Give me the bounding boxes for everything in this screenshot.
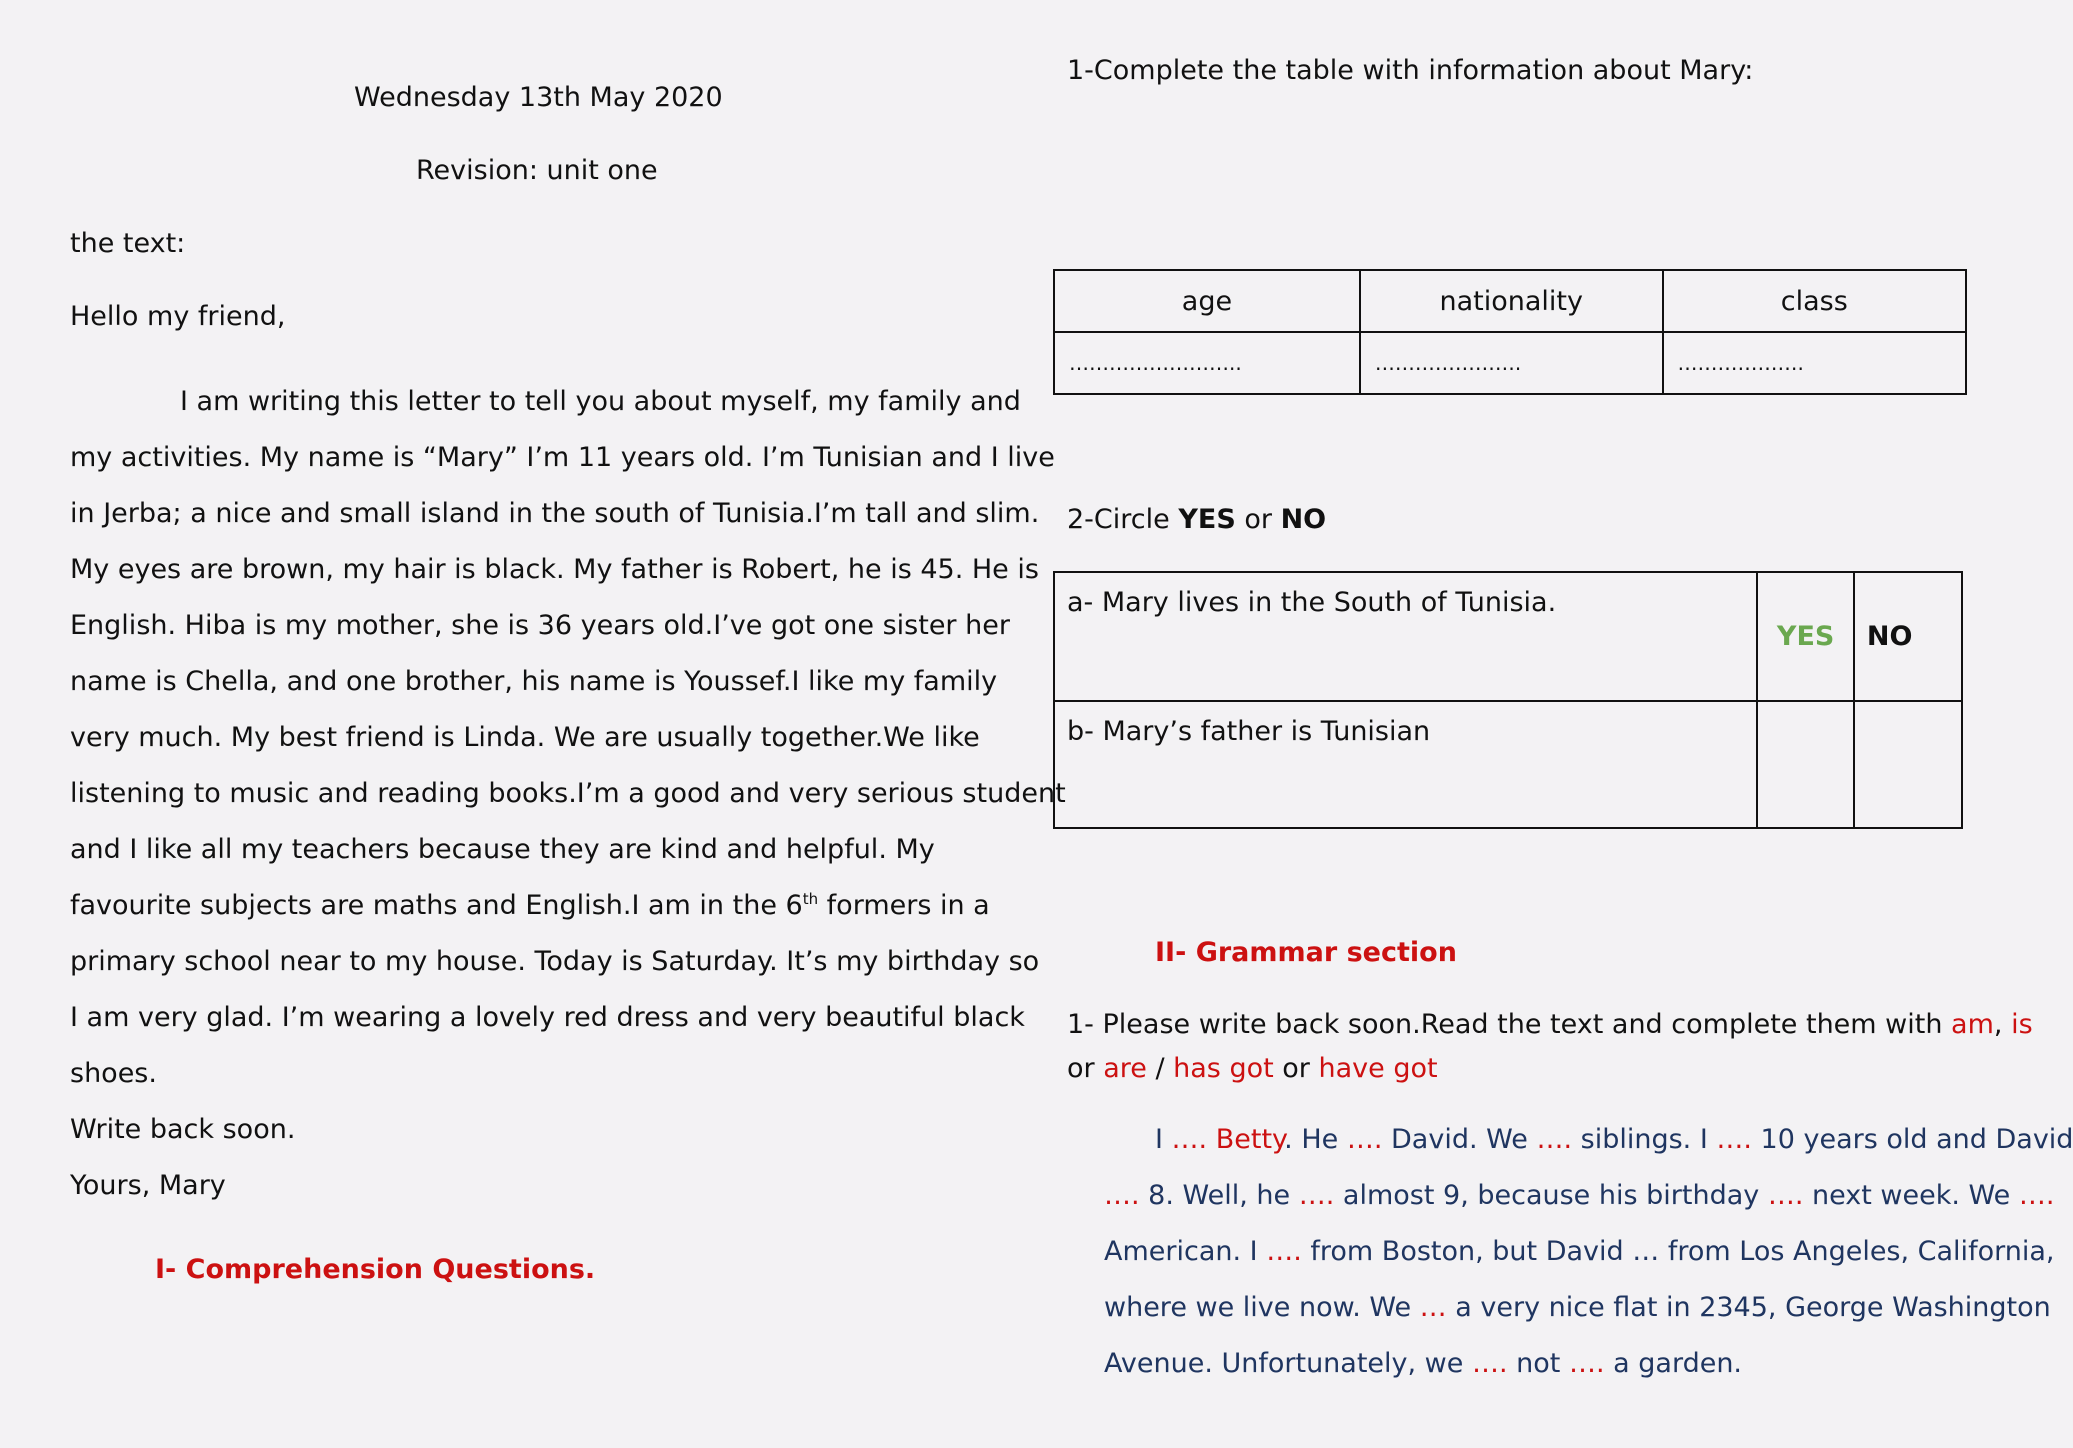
blank[interactable]: …. bbox=[1346, 1124, 1383, 1155]
exercise-text: David. We bbox=[1382, 1124, 1537, 1155]
statement-a: a- Mary lives in the South of Tunisia. bbox=[1054, 572, 1757, 701]
exercise-text: 10 years old and David bbox=[1751, 1124, 2073, 1155]
nationality-blank[interactable]: …………………. bbox=[1360, 332, 1663, 394]
exercise-text: next week. We bbox=[1803, 1180, 2019, 1211]
exercise-text: from Los Angeles, California, bbox=[1659, 1236, 2055, 1267]
exercise-line-3 bbox=[1104, 1236, 2054, 1267]
exercise-text: 8. Well, he bbox=[1139, 1180, 1299, 1211]
or-word: or bbox=[1273, 1053, 1319, 1084]
blank[interactable]: …. bbox=[1767, 1180, 1804, 1211]
header-nationality: nationality bbox=[1360, 270, 1663, 332]
blank[interactable]: …. bbox=[2018, 1180, 2055, 1211]
letter-line: shoes. bbox=[70, 1058, 157, 1089]
q2-instruction-text: 2-Circle bbox=[1067, 504, 1179, 535]
option-is: is bbox=[2011, 1009, 2033, 1040]
exercise-text: American. I bbox=[1104, 1236, 1267, 1267]
no-option-a[interactable]: NO bbox=[1854, 572, 1962, 701]
letter-line: I am writing this letter to tell you about myself, my family and bbox=[180, 386, 1021, 417]
exercise-text: Avenue. Unfortunately, we bbox=[1104, 1348, 1472, 1379]
comma: , bbox=[1993, 1009, 2012, 1040]
blank[interactable]: …. bbox=[1298, 1180, 1335, 1211]
no-option-b[interactable] bbox=[1854, 701, 1962, 828]
q2-instruction bbox=[1067, 504, 1326, 535]
letter-line: name is Chella, and one brother, his name is Youssef.I like my family bbox=[70, 666, 998, 697]
exercise-text: . He bbox=[1284, 1124, 1347, 1155]
letter-signature: Yours, Mary bbox=[70, 1170, 226, 1201]
grammar-instruction-line1 bbox=[1067, 1009, 2033, 1040]
comprehension-heading: I- Comprehension Questions. bbox=[155, 1254, 596, 1285]
option-am: am bbox=[1951, 1009, 1994, 1040]
exercise-line-1 bbox=[1155, 1124, 2073, 1155]
exercise-line-4 bbox=[1104, 1292, 2051, 1323]
q1-instruction: 1-Complete the table with information about Mary: bbox=[1067, 55, 1754, 86]
letter-line: I am very glad. I’m wearing a lovely red dress and very beautiful black bbox=[70, 1002, 1025, 1033]
grammar-instruction-text: 1- Please write back soon.Read the text and complete them with bbox=[1067, 1009, 1952, 1040]
blank[interactable]: … bbox=[1419, 1292, 1447, 1323]
age-blank[interactable]: …………………….. bbox=[1054, 332, 1360, 394]
blank[interactable]: …. bbox=[1104, 1180, 1140, 1211]
blank[interactable]: …. bbox=[1568, 1348, 1605, 1379]
blank[interactable]: …. bbox=[1716, 1124, 1752, 1155]
letter-closing: Write back soon. bbox=[70, 1114, 296, 1145]
letter-line: primary school near to my house. Today is Saturday. It’s my birthday so bbox=[70, 946, 1040, 977]
letter-line bbox=[70, 890, 990, 921]
class-blank[interactable]: ………………. bbox=[1663, 332, 1966, 394]
exercise-text: where we live now. We bbox=[1104, 1292, 1420, 1323]
exercise-text: not bbox=[1507, 1348, 1569, 1379]
text-label: the text: bbox=[70, 228, 186, 259]
blank[interactable]: … bbox=[1632, 1236, 1660, 1267]
statement-b: b- Mary’s father is Tunisian bbox=[1054, 701, 1757, 828]
exercise-text: from Boston, but David bbox=[1301, 1236, 1633, 1267]
exercise-text: a garden. bbox=[1604, 1348, 1743, 1379]
or-word: or bbox=[1067, 1053, 1104, 1084]
yes-option-a[interactable]: YES bbox=[1757, 572, 1854, 701]
grammar-heading: II- Grammar section bbox=[1155, 937, 1457, 968]
yes-no-table bbox=[1053, 571, 1963, 829]
option-has-got: has got bbox=[1173, 1053, 1274, 1084]
exercise-text: almost 9, because his birthday bbox=[1334, 1180, 1768, 1211]
letter-line: very much. My best friend is Linda. We are usually together.We like bbox=[70, 722, 980, 753]
q2-no-word: NO bbox=[1280, 504, 1327, 535]
q2-or-word: or bbox=[1235, 504, 1281, 535]
letter-line: in Jerba; a nice and small island in the south of Tunisia.I’m tall and slim. bbox=[70, 498, 1040, 529]
q2-yes-word: YES bbox=[1178, 504, 1236, 535]
option-have-got: have got bbox=[1318, 1053, 1438, 1084]
mary-info-table bbox=[1053, 269, 1967, 395]
letter-greeting: Hello my friend, bbox=[70, 301, 286, 332]
blank[interactable]: …. bbox=[1266, 1236, 1302, 1267]
ordinal-superscript: th bbox=[802, 890, 819, 908]
exercise-line-5 bbox=[1104, 1348, 1742, 1379]
letter-line-text: favourite subjects are maths and English.I am in the 6 bbox=[70, 890, 803, 921]
letter-line-text: formers in a bbox=[818, 890, 990, 921]
yes-option-b[interactable] bbox=[1757, 701, 1854, 828]
blank[interactable]: …. bbox=[1536, 1124, 1573, 1155]
blank[interactable]: …. bbox=[1171, 1124, 1208, 1155]
letter-line: English. Hiba is my mother, she is 36 years old.I’ve got one sister her bbox=[70, 610, 1010, 641]
slash: / bbox=[1146, 1053, 1174, 1084]
header-class: class bbox=[1663, 270, 1966, 332]
blank[interactable]: …. bbox=[1471, 1348, 1508, 1379]
revision-title: Revision: unit one bbox=[416, 155, 658, 186]
letter-date: Wednesday 13th May 2020 bbox=[354, 82, 723, 113]
exercise-text: siblings. I bbox=[1572, 1124, 1717, 1155]
grammar-instruction-line2 bbox=[1067, 1053, 1438, 1084]
exercise-text: a very nice flat in 2345, George Washington bbox=[1446, 1292, 2051, 1323]
letter-line: listening to music and reading books.I’m a good and very serious student bbox=[70, 778, 1066, 809]
header-age: age bbox=[1054, 270, 1360, 332]
letter-line: My eyes are brown, my hair is black. My father is Robert, he is 45. He is bbox=[70, 554, 1039, 585]
exercise-line-2 bbox=[1104, 1180, 2054, 1211]
letter-line: my activities. My name is “Mary” I’m 11 years old. I’m Tunisian and I live bbox=[70, 442, 1055, 473]
letter-line: and I like all my teachers because they are kind and helpful. My bbox=[70, 834, 935, 865]
answer-betty: Betty bbox=[1207, 1124, 1285, 1155]
option-are: are bbox=[1103, 1053, 1147, 1084]
exercise-text: I bbox=[1155, 1124, 1172, 1155]
